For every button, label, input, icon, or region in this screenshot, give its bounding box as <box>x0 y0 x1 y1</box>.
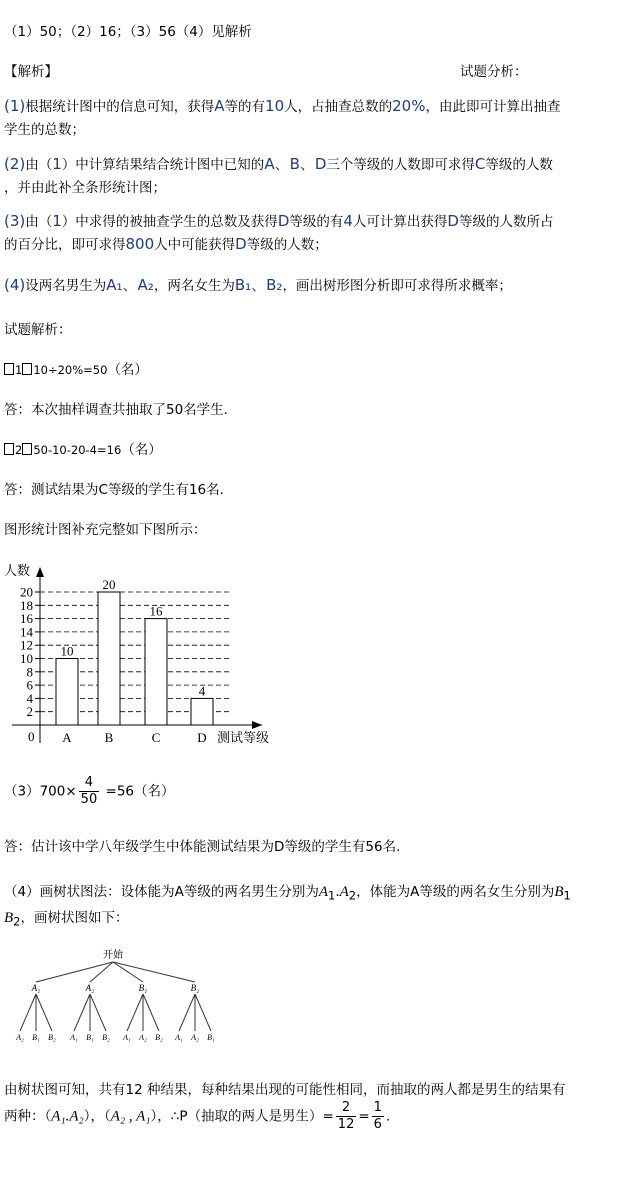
tree-leaf-node: A₁ <box>70 1033 78 1042</box>
solution-step-4: （4）画树状图法：设体能为A等级的两名男生分别为$A_1.A_2$，体能为A等级的两名女生分别为$B_1$ <box>4 884 571 903</box>
bar-B <box>98 592 120 725</box>
fraction-4-50: $\frac{4}{50}$ <box>80 775 98 807</box>
tree-level1-node: A₂ <box>85 983 95 993</box>
tree-leaf-node: A₂ <box>191 1033 199 1042</box>
x-axis-label: 测试等级 <box>217 730 270 745</box>
solution-answer-2: 答：测试结果为C等级的学生有16名. <box>4 482 224 498</box>
bar-value-label: 16 <box>149 603 163 619</box>
analysis-point-2-line2: ，并由此补全条形统计图； <box>4 180 166 196</box>
analysis-title: 试题分析： <box>460 64 528 80</box>
analysis-point-2: (2)由（1）中计算结果结合统计图中已知的A、B、D三个等级的人数即可求得C等级的人数 <box>4 155 553 173</box>
x-tick-label: C <box>151 730 161 745</box>
y-axis-arrow <box>36 567 44 577</box>
tree-leaf-node: B₁ <box>86 1033 94 1042</box>
tree-leaf-node: A₁ <box>123 1033 131 1042</box>
bar-D <box>191 698 213 725</box>
bar-value-label: 20 <box>102 577 116 592</box>
x-tick-label: D <box>197 730 207 745</box>
y-tick-label: 14 <box>20 624 33 640</box>
tree-level1-node: B₂ <box>190 983 200 993</box>
y-tick-label: 16 <box>20 611 33 627</box>
solution-step-4-line2: $B_2$，画树状图如下： <box>4 910 129 929</box>
analysis-point-1-line2: 学生的总数； <box>4 122 85 138</box>
bar-value-label: 4 <box>198 683 206 699</box>
y-tick-label: 4 <box>26 690 33 706</box>
tree-branch <box>113 962 195 982</box>
tree-leaf-node: A₁ <box>175 1033 183 1042</box>
analysis-point-4: (4)设两名男生为A₁、A₂，两名女生为B₁、B₂，画出树形图分析即可求得所求概率； <box>4 276 512 294</box>
tree-leaf-node: B₁ <box>207 1033 215 1042</box>
tree-branch <box>195 994 211 1031</box>
tree-branch <box>36 994 52 1031</box>
solution-step-3: （3）700× $\frac{4}{50}$ =56（名） <box>4 775 175 807</box>
tree-branch <box>127 994 143 1031</box>
analysis-point-3-line2: 的百分比，即可求得800人中可能获得D等级的人数； <box>4 235 328 253</box>
tree-diagram <box>0 945 230 1050</box>
tree-leaf-node: A₂ <box>139 1033 147 1042</box>
x-tick-label: A <box>62 730 72 745</box>
conclusion-line1: 由树状图可知，共有12 种结果，每种结果出现的可能性相同，而抽取的两人都是男生的结果有 <box>4 1082 566 1098</box>
y-tick-label: 10 <box>20 651 33 666</box>
tree-branch <box>90 994 106 1031</box>
tree-leaf-node: B₁ <box>32 1033 40 1042</box>
fraction-1-6: $\frac{1}{6}$ <box>373 1100 382 1132</box>
y-tick-label: 2 <box>26 704 33 720</box>
x-axis-arrow <box>252 721 262 729</box>
answer-line: （1）50；（2）16；（3）56（4）见解析 <box>4 24 252 40</box>
tree-leaf-node: B₂ <box>155 1033 163 1042</box>
solution-step-1: 1 10÷20%=50（名） <box>4 358 148 378</box>
analysis-point-1: (1)根据统计图中的信息可知，获得A等的有10人，占抽查总数的20%，由此即可计算出抽查 <box>4 97 561 115</box>
bar-C <box>145 619 167 725</box>
tree-branch <box>179 994 195 1031</box>
bar-chart <box>0 555 300 755</box>
origin-label: 0 <box>28 729 35 744</box>
y-tick-label: 8 <box>26 664 33 680</box>
tree-branch <box>113 962 143 982</box>
tree-level1-node: B₁ <box>138 983 148 993</box>
tree-leaf-node: A₂ <box>16 1033 24 1042</box>
bar-A <box>56 659 78 726</box>
x-tick-label: B <box>104 730 114 745</box>
y-axis-label: 人数 <box>4 563 31 578</box>
conclusion-line2: 两种：（A₁.A₂），（A₂ , A₁），∴P（抽取的两人是男生）= $\frac{2}{12}$ = $\frac{1}{6}$ . <box>4 1100 391 1132</box>
solution-answer-1: 答：本次抽样调查共抽取了50名学生. <box>4 402 228 418</box>
chart-intro: 图形统计图补充完整如下图所示： <box>4 522 207 538</box>
tree-branch <box>143 994 159 1031</box>
tree-leaf-node: B₂ <box>102 1033 110 1042</box>
analysis-label: 【解析】 <box>4 64 58 80</box>
tree-branch <box>20 994 36 1031</box>
analysis-point-3: (3)由（1）中求得的被抽查学生的总数及获得D等级的有4人可计算出获得D等级的人数所占 <box>4 212 554 230</box>
solution-answer-3: 答：估计该中学八年级学生中体能测试结果为D等级的学生有56名. <box>4 839 401 855</box>
tree-level1-node: A₁ <box>31 983 41 993</box>
solution-step-2: 2 50-10-20-4=16（名） <box>4 438 162 458</box>
tree-root-label: 开始 <box>103 950 123 961</box>
solution-title: 试题解析： <box>4 322 72 338</box>
tree-leaf-node: B₂ <box>48 1033 56 1042</box>
y-tick-label: 18 <box>20 597 33 613</box>
bar-value-label: 10 <box>60 643 74 659</box>
tree-branch <box>74 994 90 1031</box>
y-tick-label: 12 <box>20 637 33 653</box>
fraction-2-12: $\frac{2}{12}$ <box>337 1100 355 1132</box>
y-tick-label: 6 <box>26 677 33 693</box>
y-tick-label: 20 <box>20 584 33 600</box>
